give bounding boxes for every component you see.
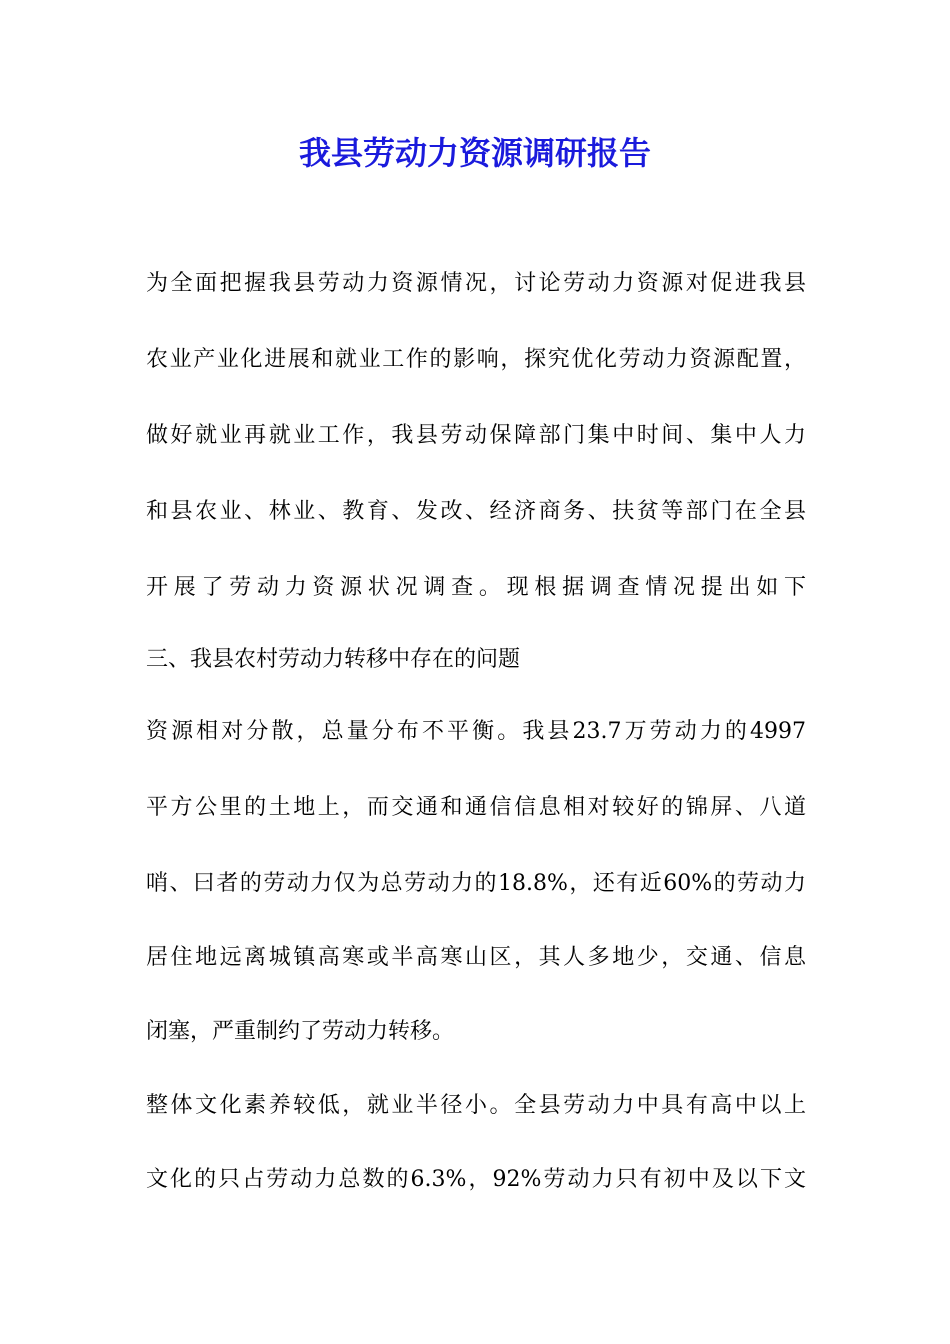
paragraph-line-12: 整体文化素养较低，就业半径小。全县劳动力中具有高中以上 bbox=[146, 1093, 806, 1118]
paragraph-line-5: 开展了劳动力资源状况调查。现根据调查情况提出如下 bbox=[146, 575, 806, 600]
paragraph-line-13: 文化的只占劳动力总数的6.3%，92%劳动力只有初中及以下文 bbox=[146, 1167, 806, 1192]
paragraph-line-2: 农业产业化进展和就业工作的影响，探究优化劳动力资源配置， bbox=[146, 347, 806, 372]
paragraph-line-8: 平方公里的土地上，而交通和通信信息相对较好的锦屏、八道 bbox=[146, 795, 806, 820]
paragraph-line-3: 做好就业再就业工作，我县劳动保障部门集中时间、集中人力 bbox=[146, 423, 806, 448]
paragraph-line-9: 哨、曰者的劳动力仅为总劳动力的18.8%，还有近60%的劳动力 bbox=[146, 871, 806, 896]
paragraph-line-4: 和县农业、林业、教育、发改、经济商务、扶贫等部门在全县 bbox=[146, 499, 806, 524]
paragraph-line-7: 资源相对分散，总量分布不平衡。我县23.7万劳动力的4997 bbox=[146, 719, 806, 744]
paragraph-line-10: 居住地远离城镇高寒或半高寒山区，其人多地少，交通、信息 bbox=[146, 945, 806, 970]
section-heading: 三、我县农村劳动力转移中存在的问题 bbox=[146, 647, 521, 672]
paragraph-line-11: 闭塞，严重制约了劳动力转移。 bbox=[146, 1019, 455, 1044]
document-title: 我县劳动力资源调研报告 bbox=[298, 134, 651, 172]
paragraph-line-1: 为全面把握我县劳动力资源情况，讨论劳动力资源对促进我县 bbox=[146, 271, 806, 296]
